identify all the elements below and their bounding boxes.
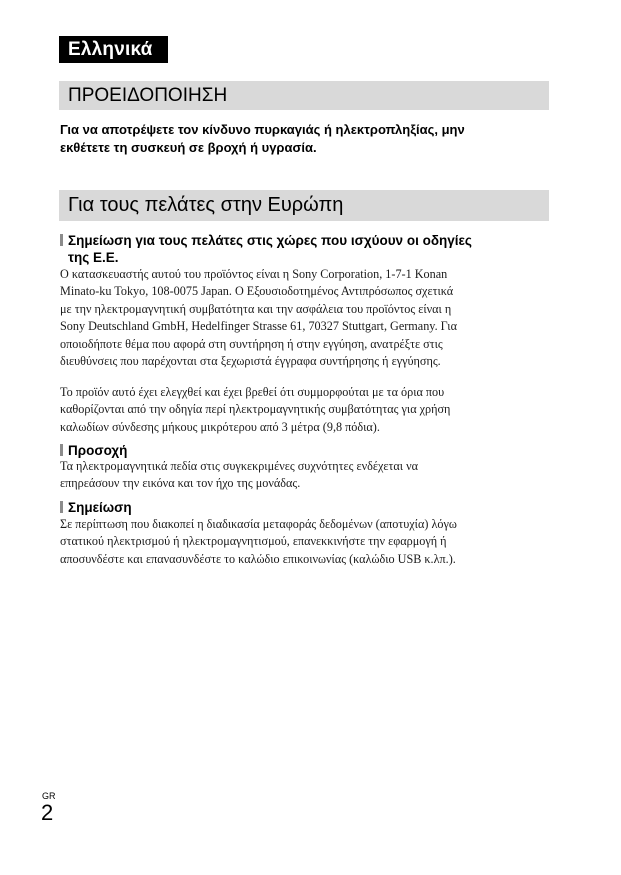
warning-line: Για να αποτρέψετε τον κίνδυνο πυρκαγιάς ή ηλεκτροπληξίας, μην — [60, 122, 465, 137]
eu-note-heading-line1: Σημείωση για τους πελάτες στις χώρες που ισχύουν οι οδηγίες — [68, 233, 472, 248]
note-heading — [60, 499, 555, 516]
paragraph-line: Το προϊόν αυτό έχει ελεγχθεί και έχει βρεθεί ότι συμμορφούται με τα όρια που — [60, 385, 445, 399]
paragraph-line: Sony Deutschland GmbH, Hedelfinger Strasse 61, 70327 Stuttgart, Germany. Για — [60, 319, 457, 334]
eu-note-heading-line2: της Ε.Ε. — [68, 250, 119, 265]
caution-heading — [60, 442, 555, 459]
paragraph-line: με την ηλεκτρομαγνητική συμβατότητα και την ασφάλεια του προϊόντος είναι η — [60, 301, 452, 316]
language-tab: Ελληνικά — [59, 36, 168, 63]
note-paragraph — [60, 516, 556, 568]
manufacturer-paragraph — [60, 266, 556, 370]
heading-bar-icon — [60, 501, 63, 513]
caution-paragraph — [60, 458, 556, 493]
warning-text — [60, 121, 555, 157]
paragraph-line: διευθύνσεις που παρέχονται στα ξεχωριστά έγγραφα συντήρησης ή εγγύησης. — [60, 354, 441, 369]
heading-bar-icon — [60, 234, 63, 246]
note-heading-label: Σημείωση — [68, 500, 132, 515]
eu-note-heading — [60, 232, 555, 266]
paragraph-line: οποιοδήποτε θέμα που αφορά στη συντήρηση ή στην εγγύηση, ανατρέξτε στις — [60, 336, 443, 351]
heading-bar-icon — [60, 444, 63, 456]
europe-heading: Για τους πελάτες στην Ευρώπη — [59, 190, 549, 221]
warning-heading: ΠΡΟΕΙΔΟΠΟΙΗΣΗ — [59, 81, 549, 110]
caution-heading-label: Προσοχή — [68, 443, 128, 458]
paragraph-line: επηρεάσουν την εικόνα και τον ήχο της μονάδας. — [60, 476, 301, 491]
warning-line: εκθέτετε τη συσκευή σε βροχή ή υγρασία. — [60, 140, 317, 155]
paragraph-line: στατικού ηλεκτρισμού ή ηλεκτρομαγνητισμού, επανεκκινήστε την εφαρμογή ή — [60, 534, 447, 549]
page-number: 2 — [41, 800, 54, 825]
paragraph-line: καλωδίων σύνδεσης μήκους μικρότερου από 3 μέτρα (9,8 πόδια). — [60, 419, 380, 434]
paragraph-line: Minato-ku Tokyo, 108-0075 Japan. Ο Εξουσιοδοτημένος Αντιπρόσωπος σχετικά — [60, 284, 454, 299]
paragraph-line: Ο κατασκευαστής αυτού του προϊόντος είναι η Sony Corporation, 1-7-1 Konan — [60, 267, 448, 281]
language-code: GR — [42, 791, 56, 801]
paragraph-line: Σε περίπτωση που διακοπεί η διαδικασία μεταφοράς δεδομένων (αποτυχία) λόγω — [60, 517, 457, 531]
paragraph-line: Τα ηλεκτρομαγνητικά πεδία στις συγκεκριμένες συχνότητες ενδέχεται να — [60, 459, 419, 473]
paragraph-line: αποσυνδέστε και επανασυνδέστε το καλώδιο επικοινωνίας (καλώδιο USB κ.λπ.). — [60, 551, 456, 566]
paragraph-line: καθορίζονται από την οδηγία περί ηλεκτρομαγνητικής συμβατότητας για χρήση — [60, 402, 451, 417]
compliance-paragraph — [60, 384, 556, 436]
